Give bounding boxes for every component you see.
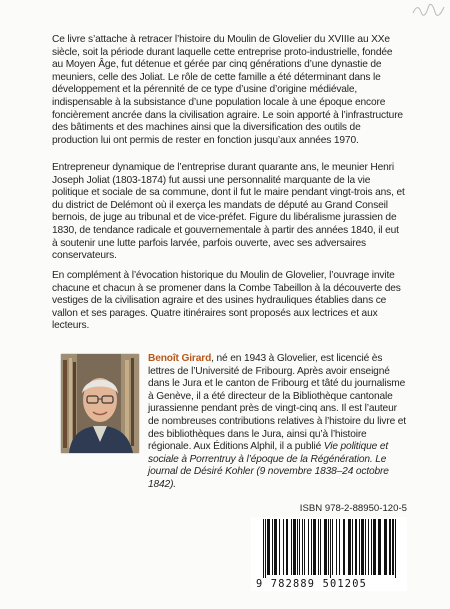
barcode-bar: [318, 519, 319, 575]
barcode-digits: 9 782889 501205: [256, 578, 406, 590]
barcode-bar: [283, 519, 284, 575]
barcode-bar: [352, 519, 353, 575]
barcode-bar: [328, 519, 329, 575]
barcode-bar: [371, 519, 372, 575]
author-photo: [61, 354, 139, 453]
barcode-bar: [304, 519, 305, 575]
barcode-bar: [336, 519, 337, 575]
summary-paragraph-2: Entrepreneur dynamique de l’entreprise durant quarante ans, le meunier Henri Joseph Joliat (1803-1874) fut aussi une personnalité marquante de la vie politique et sociale de sa commune, dont il fut le maire pendant vingt-trois ans, et du district de Delémont où il exerça les mandats de député au Grand Conseil bernois, de juge au tribunal et de vice-préfet. Figure du libéralisme jurassien de 1830, de tendance radicale et gouvernementale à partir des années 1840, il eut à soutenir une lutte parfois larvée, parfois ouverte, avec ses adversaires conservateurs.: [52, 162, 405, 262]
barcode-bar: [373, 519, 376, 575]
barcode-bar: [299, 519, 300, 575]
barcode-bar: [330, 519, 331, 581]
barcode-bar: [384, 519, 387, 575]
barcode-bar: [291, 519, 292, 575]
summary-paragraph-3: En complément à l’évocation historique du Moulin de Glovelier, l’ouvrage invite chacune et chacun à se promener dans la Combe Tabeillon à la découverte des vestiges de la civilisation agraire et des usines hydrauliques établies dans ce vallon et ses parages. Quatre itinéraires sont proposés aux lectrices et aux lecteurs.: [52, 270, 401, 332]
barcode-bar: [361, 519, 364, 575]
barcode-bar: [368, 519, 369, 575]
barcode-bar: [274, 519, 277, 575]
barcode-bar: [313, 519, 316, 575]
barcode-bar: [286, 519, 288, 575]
isbn: ISBN 978-2-88950-120-5: [299, 503, 407, 514]
barcode-bar: [272, 519, 273, 575]
author-name: Benoît Girard: [148, 353, 212, 364]
barcode-bar: [311, 519, 312, 575]
author-bio-text: , né en 1943 à Glovelier, est licencié ès lettres de l’Université de Fribourg. Après avoir enseigné dans le Jura et le canton de Fribourg et tâté du journalisme à Genève, il a été directeur de la Bibliothèque cantonale jurassienne pendant près de vingt-cinq ans. Il est l’auteur de nombreuses contributions relatives à l’histoire du livre et des bibliothèques dans le Jura, ainsi qu’à l’histoire régionale. Aux Éditions Alphil, il a publié: [148, 353, 406, 453]
barcode-bar: [297, 519, 298, 575]
barcode-bar: [265, 519, 266, 581]
barcode-bar: [263, 519, 264, 581]
barcode-bar: [348, 519, 351, 575]
barcode-bar: [332, 519, 333, 575]
book-title: Vie politique et sociale à Porrentruy à l’époque de la Régénération. Le journal de Désiré Kohler (9 novembre 1838–24 octobre 1842).: [148, 441, 389, 490]
barcode-bar: [389, 519, 391, 575]
barcode-bar: [320, 519, 321, 575]
barcode-bar: [267, 519, 270, 575]
barcode-bar: [279, 519, 280, 575]
barcode-bar: [308, 519, 309, 575]
barcode-bar: [343, 519, 345, 575]
author-bio: [148, 353, 407, 492]
barcode-bar: [395, 519, 396, 581]
barcode-bar: [293, 519, 296, 575]
barcode-bar: [302, 519, 303, 575]
barcode-bar: [339, 519, 340, 575]
handwritten-mark: [411, 3, 446, 17]
barcode-bar: [359, 519, 360, 575]
barcode-bar: [392, 519, 394, 575]
summary-paragraph-1: Ce livre s’attache à retracer l’histoire du Moulin de Glovelier du XVIIIe au XXe siècle, soit la période durant laquelle cette entreprise proto-industrielle, fondée au Moyen Âge, fut détenue et gérée par cinq générations d’une dynastie de meuniers, celle des Joliat. Le rôle de cette famille a été déterminant dans le développement et la pérennité de ce type d’usine d’origine médiévale, indispensable à la subsistance d’une population locale à une époque encore foncièrement ancrée dans la civilisation agraire. Le soin apporté à l’infrastructure des bâtiments et des machines ainsi que la diversification des outils de production lui ont permis de rester en fonction jusqu’aux années 1970.: [52, 34, 403, 146]
barcode-bar: [355, 519, 357, 575]
barcode-bar: [365, 519, 366, 575]
barcode-bar: [324, 519, 327, 575]
barcode-bar: [378, 519, 381, 575]
